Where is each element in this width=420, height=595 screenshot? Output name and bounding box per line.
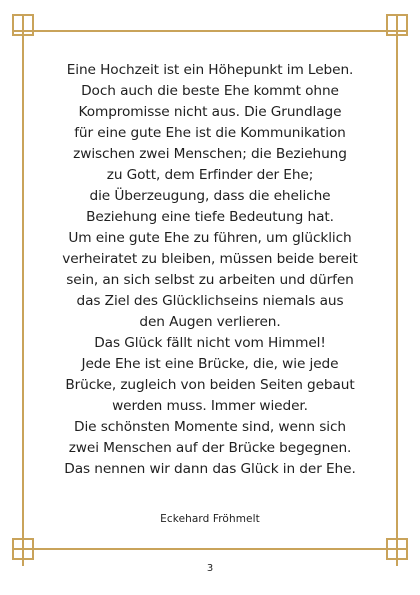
page-number: 3 bbox=[206, 563, 214, 574]
text-line: sein, an sich selbst zu arbeiten und dürfen bbox=[66, 272, 354, 288]
corner-square-bottom-right bbox=[386, 538, 408, 560]
text-line: Jede Ehe ist eine Brücke, die, wie jede bbox=[81, 356, 339, 372]
text-line: werden muss. Immer wieder. bbox=[112, 398, 308, 414]
text-line: den Augen verlieren. bbox=[139, 314, 281, 330]
text-line: die Überzeugung, dass die eheliche bbox=[89, 188, 331, 204]
corner-square-top-left bbox=[12, 14, 34, 36]
text-line: das Ziel des Glücklichseins niemals aus bbox=[76, 293, 344, 309]
text-line: zu Gott, dem Erfinder der Ehe; bbox=[106, 167, 314, 183]
text-line: Um eine gute Ehe zu führen, um glücklich bbox=[68, 230, 352, 246]
text-line: Kompromisse nicht aus. Die Grundlage bbox=[78, 104, 342, 120]
text-line: Das Glück fällt nicht vom Himmel! bbox=[94, 335, 326, 351]
corner-square-top-right bbox=[386, 14, 408, 36]
text-line: Das nennen wir dann das Glück in der Ehe. bbox=[64, 461, 356, 477]
author-name: Eckehard Fröhmelt bbox=[160, 513, 260, 525]
text-line: Beziehung eine tiefe Bedeutung hat. bbox=[86, 209, 334, 225]
corner-square-bottom-left bbox=[12, 538, 34, 560]
text-line: verheiratet zu bleiben, müssen beide bereit bbox=[62, 251, 358, 267]
text-line: Die schönsten Momente sind, wenn sich bbox=[74, 419, 346, 435]
text-line: Eine Hochzeit ist ein Höhepunkt im Leben. bbox=[66, 62, 354, 78]
text-line: für eine gute Ehe ist die Kommunikation bbox=[74, 125, 346, 141]
text-line: Doch auch die beste Ehe kommt ohne bbox=[81, 83, 339, 99]
text-line: zwei Menschen auf der Brücke begegnen. bbox=[68, 440, 352, 456]
text-line: Brücke, zugleich von beiden Seiten gebaut bbox=[65, 377, 355, 393]
poem-text bbox=[34, 60, 386, 480]
text-line: zwischen zwei Menschen; die Beziehung bbox=[73, 146, 347, 162]
